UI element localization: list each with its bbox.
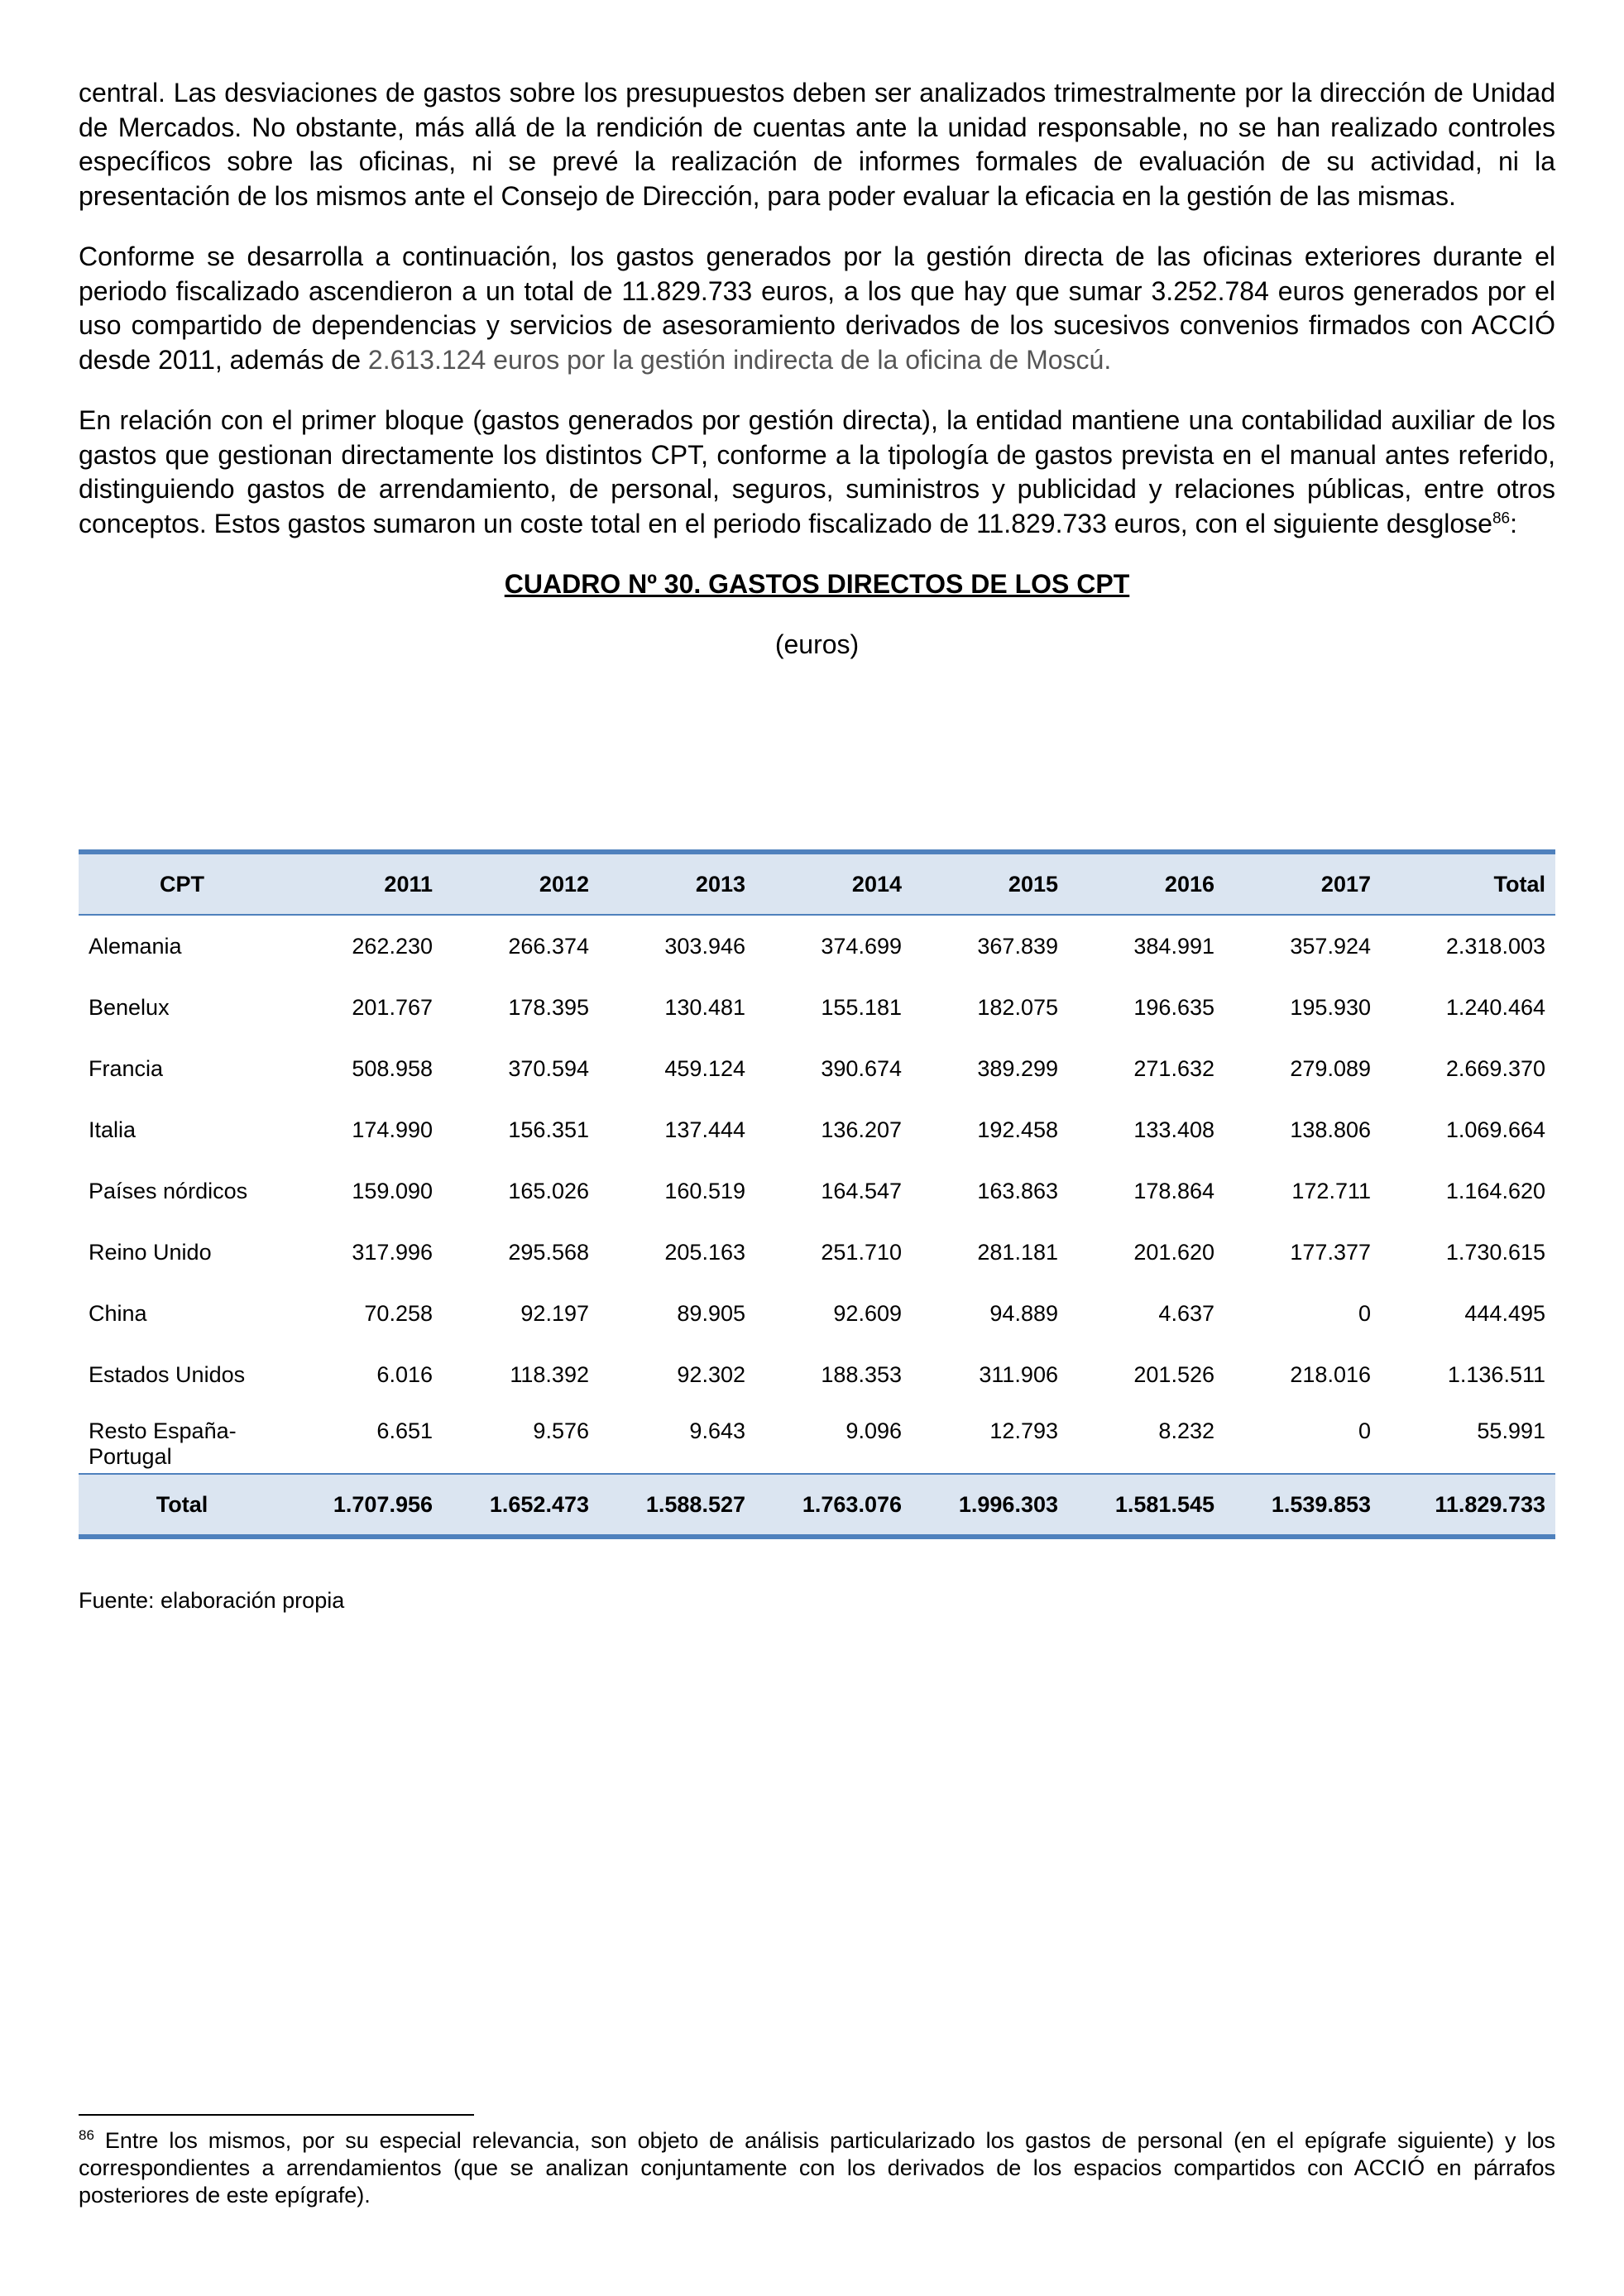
table-cell: 2.318.003 — [1445, 933, 1545, 959]
table-cell: 281.181 — [977, 1239, 1058, 1265]
table-cell: 384.991 — [1133, 933, 1214, 959]
table-cell: 266.374 — [508, 933, 589, 959]
table-total-row — [79, 1474, 1555, 1537]
table-cell: 156.351 — [508, 1117, 589, 1142]
column-header: 2015 — [912, 852, 1068, 915]
table-cell: 218.016 — [1290, 1361, 1371, 1387]
table-cell: 1.581.545 — [1068, 1474, 1224, 1537]
column-header: 2014 — [755, 852, 912, 915]
table-cell: 196.635 — [1133, 994, 1214, 1020]
table-cell: 311.906 — [979, 1361, 1058, 1387]
table-cell: 165.026 — [508, 1178, 589, 1203]
column-header: 2017 — [1224, 852, 1381, 915]
table-cell: 159.090 — [352, 1178, 433, 1203]
table-cell: 155.181 — [821, 994, 902, 1020]
column-header: 2011 — [285, 852, 443, 915]
table-cell: 92.609 — [833, 1300, 902, 1326]
table-cell: 295.568 — [508, 1239, 589, 1265]
paragraph-2 — [79, 240, 1555, 377]
table-cell: 0 — [1358, 1418, 1371, 1443]
table-cell: 130.481 — [664, 994, 745, 1020]
table-row — [79, 1038, 1555, 1099]
table-cell: 9.576 — [533, 1418, 589, 1443]
table-cell: 1.588.527 — [599, 1474, 755, 1537]
table-cell: Reino Unido — [89, 1239, 212, 1265]
table-cell: 201.526 — [1133, 1361, 1214, 1387]
footnote-text: Entre los mismos, por su especial relevancia, son objeto de análisis particularizado los gastos de personal (en el epígrafe siguiente) y los correspondientes a arrendamientos (que se analizan conjuntamente con los derivados de los espacios compartidos con ACCIÓ en párrafos posteriores de este epígrafe). — [79, 2128, 1555, 2208]
table-cell: 1.136.511 — [1447, 1361, 1545, 1387]
column-header: Total — [1381, 852, 1555, 915]
paragraph-2-text: Conforme se desarrolla a continuación, los gastos generados por la gestión directa de las oficinas exteriores durante el periodo fiscalizado ascendieron a un total de 11.829.733 euros, a los que hay que sumar 3.252.784 euros generados por el uso compartido de dependencias y servicios de asesoramiento derivados de los sucesivos convenios firmados con ACCIÓ desde 2011, además de — [79, 242, 1555, 375]
table-cell: 6.016 — [376, 1361, 433, 1387]
table-cell: 92.197 — [520, 1300, 589, 1326]
table-cell: 390.674 — [821, 1055, 902, 1081]
table-cell: 262.230 — [352, 933, 433, 959]
table-cell: 195.930 — [1290, 994, 1371, 1020]
paragraph-3-text: En relación con el primer bloque (gastos generados por gestión directa), la entidad mantiene una contabilidad auxiliar de los gastos que gestionan directamente los distintos CPT, conforme a la tipología de gastos prevista en el manual antes referido, distinguiendo gastos de arrendamiento, de personal, seguros, suministros y publicidad y relaciones públicas, entre otros conceptos. Estos gastos sumaron un coste total en el periodo fiscalizado de 11.829.733 euros, con el siguiente desglose — [79, 405, 1555, 538]
table-cell: Total — [79, 1474, 285, 1537]
column-header: 2013 — [599, 852, 755, 915]
table-row — [79, 1222, 1555, 1283]
table-cell: 374.699 — [821, 933, 902, 959]
table-cell: 1.240.464 — [1445, 994, 1545, 1020]
document-page — [79, 76, 1555, 2208]
table-title: CUADRO Nº 30. GASTOS DIRECTOS DE LOS CPT — [504, 569, 1130, 599]
table-cell: 1.763.076 — [755, 1474, 912, 1537]
paragraph-2-gray-text: 2.613.124 euros por la gestión indirecta de la oficina de Moscú. — [367, 344, 1112, 375]
table-cell: 133.408 — [1133, 1117, 1214, 1142]
table-cell: 11.829.733 — [1381, 1474, 1555, 1537]
table-cell: 89.905 — [677, 1300, 745, 1326]
table-body — [79, 915, 1555, 1474]
table-cell: 178.864 — [1133, 1178, 1214, 1203]
table-source: Fuente: elaboración propia — [79, 1588, 345, 1613]
table-cell: 279.089 — [1290, 1055, 1371, 1081]
table-cell: 389.299 — [977, 1055, 1058, 1081]
paragraph-3 — [79, 404, 1555, 541]
table-cell: 172.711 — [1291, 1178, 1371, 1203]
table-cell: 317.996 — [352, 1239, 433, 1265]
table-cell: 1.707.956 — [285, 1474, 443, 1537]
table-cell: 4.637 — [1158, 1300, 1214, 1326]
table-cell: 1.069.664 — [1445, 1117, 1545, 1142]
table-cell: 163.863 — [977, 1178, 1058, 1203]
table-cell: China — [89, 1300, 147, 1326]
table-cell: 55.991 — [1477, 1418, 1545, 1443]
table-row — [79, 1160, 1555, 1222]
table-cell: 9.096 — [846, 1418, 902, 1443]
table-row — [79, 977, 1555, 1038]
column-header: CPT — [79, 852, 285, 915]
paragraph-3-end: : — [1510, 508, 1517, 538]
table-cell: 9.643 — [689, 1418, 745, 1443]
table-row — [79, 1283, 1555, 1344]
table-subtitle: (euros) — [774, 629, 860, 659]
table-cell: 1.164.620 — [1445, 1178, 1545, 1203]
footnote — [79, 2127, 1555, 2209]
table-cell: 0 — [1358, 1300, 1371, 1326]
table-cell: 12.793 — [989, 1418, 1058, 1443]
table-cell: 459.124 — [664, 1055, 745, 1081]
table-cell: 205.163 — [664, 1239, 745, 1265]
table-cell: 118.392 — [510, 1361, 589, 1387]
table-row — [79, 915, 1555, 977]
table-cell: 201.620 — [1133, 1239, 1214, 1265]
table-cell: 70.258 — [364, 1300, 433, 1326]
table-cell: 1.539.853 — [1224, 1474, 1381, 1537]
table-cell: 201.767 — [352, 994, 433, 1020]
table-cell: 174.990 — [352, 1117, 433, 1142]
table-cell: 6.651 — [376, 1418, 433, 1443]
table-cell: 136.207 — [821, 1117, 902, 1142]
footnote-number: 86 — [79, 2127, 94, 2143]
table-cell: Benelux — [89, 994, 170, 1020]
table-cell: 94.889 — [989, 1300, 1058, 1326]
table-cell: 92.302 — [677, 1361, 745, 1387]
table-cell: 1.996.303 — [912, 1474, 1068, 1537]
table-cell: 508.958 — [352, 1055, 433, 1081]
table-cell: 188.353 — [821, 1361, 902, 1387]
table-cell: Alemania — [89, 933, 182, 959]
table-cell: 182.075 — [977, 994, 1058, 1020]
table-cell: 8.232 — [1158, 1418, 1214, 1443]
table-cell: 370.594 — [508, 1055, 589, 1081]
table-cell: 357.924 — [1290, 933, 1371, 959]
table-cell: 192.458 — [977, 1117, 1058, 1142]
table-cell: 177.377 — [1290, 1239, 1371, 1265]
table-cell: 444.495 — [1464, 1300, 1545, 1326]
table-cell: 178.395 — [508, 994, 589, 1020]
column-header: 2012 — [443, 852, 599, 915]
table-cell: 164.547 — [821, 1178, 902, 1203]
table-cell: Resto España-Portugal — [89, 1418, 237, 1469]
table-cell: Países nórdicos — [89, 1178, 248, 1203]
table-row — [79, 1344, 1555, 1405]
table-cell: 303.946 — [664, 933, 745, 959]
table-cell: Francia — [89, 1055, 164, 1081]
table-cell: 1.730.615 — [1445, 1239, 1545, 1265]
table-cell: 137.444 — [664, 1117, 745, 1142]
table-cell: 1.652.473 — [443, 1474, 599, 1537]
table-cell: 271.632 — [1133, 1055, 1214, 1081]
table-cell: Estados Unidos — [89, 1361, 246, 1387]
column-header: 2016 — [1068, 852, 1224, 915]
paragraph-1: central. Las desviaciones de gastos sobre los presupuestos deben ser analizados trimestralmente por la dirección de Unidad de Mercados. No obstante, más allá de la rendición de cuentas ante la unidad responsable, no se han realizado controles específicos sobre las oficinas, ni se prevé la realización de informes formales de evaluación de su actividad, ni la presentación de los mismos ante el Consejo de Dirección, para poder evaluar la eficacia en la gestión de las mismas. — [79, 78, 1555, 211]
expenses-table — [79, 849, 1555, 1539]
footnote-ref[interactable]: 86 — [1492, 509, 1511, 527]
table-cell: 160.519 — [664, 1178, 745, 1203]
table-cell: 367.839 — [977, 933, 1058, 959]
table-header-row — [79, 852, 1555, 915]
table-cell: 251.710 — [821, 1239, 902, 1265]
table-row — [79, 1099, 1555, 1160]
table-cell: 2.669.370 — [1445, 1055, 1545, 1081]
table-cell: 138.806 — [1290, 1117, 1371, 1142]
table-cell: Italia — [89, 1117, 137, 1142]
footnote-divider — [79, 2114, 474, 2116]
table-row — [79, 1405, 1555, 1474]
